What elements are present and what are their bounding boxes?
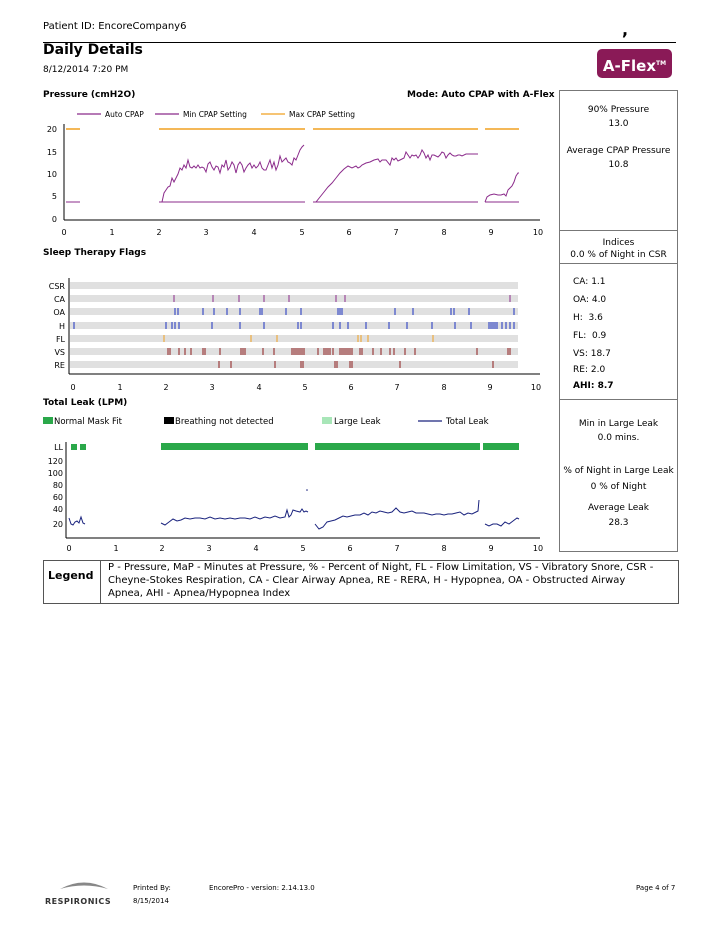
total-leak-segment xyxy=(69,517,85,525)
x-tick: 4 xyxy=(251,228,257,237)
y-tick: 0 xyxy=(51,215,57,224)
auto-cpap-segment xyxy=(485,173,519,202)
avg-leak-value: 28.3 xyxy=(608,518,629,528)
index-value: 1.1 xyxy=(591,277,606,287)
printed-date: 8/15/2014 xyxy=(133,897,169,905)
x-tick: 3 xyxy=(209,383,215,392)
min-large-leak-label: Min in Large Leak xyxy=(578,419,659,429)
total-leak-segment xyxy=(161,509,308,525)
x-tick: 4 xyxy=(256,383,262,392)
flags-chart-title: Sleep Therapy Flags xyxy=(43,248,147,258)
flag-row-bg-ca xyxy=(70,295,518,302)
total-leak-segment xyxy=(315,500,479,529)
flag-row-bg-fl xyxy=(70,335,518,342)
legend-breathing-not-detected: Breathing not detected xyxy=(175,417,274,427)
index-value: 3.6 xyxy=(588,313,603,323)
min-large-leak-value: 0.0 mins. xyxy=(597,433,640,443)
flag-label-vs: VS xyxy=(54,348,65,357)
mask-fit-bar xyxy=(315,443,480,450)
x-tick: 3 xyxy=(203,228,209,237)
legend-min-cpap: Min CPAP Setting xyxy=(183,110,247,119)
respironics-wordmark: RESPIRONICS xyxy=(45,897,112,906)
x-tick: 8 xyxy=(441,544,447,553)
x-tick: 0 xyxy=(70,383,76,392)
flag-row-bg-csr xyxy=(70,282,518,289)
x-tick: 0 xyxy=(61,228,67,237)
mask-fit-bar xyxy=(483,443,519,450)
avg-pressure-value: 10.8 xyxy=(608,160,629,170)
indices-label: Indices xyxy=(602,238,635,248)
pressure-chart-title: Pressure (cmH2O) xyxy=(43,90,136,100)
pressure-x-ticks xyxy=(61,228,543,237)
index-label: H: xyxy=(573,313,583,323)
x-tick: 4 xyxy=(253,544,259,553)
index-value: 0.9 xyxy=(591,331,607,341)
x-tick: 6 xyxy=(348,383,354,392)
x-tick: 0 xyxy=(66,544,72,553)
legend-total-leak: Total Leak xyxy=(446,417,489,427)
header-mark: , xyxy=(622,20,629,39)
flags-chart xyxy=(49,278,541,392)
report-datetime: 8/12/2014 7:20 PM xyxy=(43,65,129,75)
pct-large-leak-value: 0 % of Night xyxy=(590,482,647,492)
x-tick: 1 xyxy=(117,383,123,392)
avg-leak-label: Average Leak xyxy=(588,503,649,513)
x-tick: 6 xyxy=(347,544,353,553)
index-label: VS: xyxy=(573,349,588,359)
y-tick: 20 xyxy=(52,520,63,529)
legend-text: P - Pressure, MaP - Minutes at Pressure, % - Percent of Night, FL - Flow Limitation, VS - Vibratory Snore, CSR - Cheyne-Stokes Respiration, CA - Clear Airway Apnea, RE - RERA, H - Hypopnea, OA - Obstructed Airway Apnea, AHI - Apnea/Hypopnea Index xyxy=(108,562,654,599)
x-tick: 2 xyxy=(159,544,165,553)
respironics-swoosh-icon xyxy=(60,883,108,890)
y-tick: 20 xyxy=(46,125,57,134)
index-value: 18.7 xyxy=(590,349,611,359)
legend-swatch-normal-fit xyxy=(43,417,53,424)
flag-label-ca: CA xyxy=(53,295,65,304)
a-flex-logo-text: A-Flex xyxy=(602,57,656,75)
index-label: AHI: xyxy=(573,381,595,391)
printed-by-label: Printed By: xyxy=(133,884,171,892)
mask-fit-bar xyxy=(80,444,86,450)
normal-mask-fit-bars xyxy=(71,443,519,450)
x-tick: 5 xyxy=(299,228,305,237)
legend-max-cpap: Max CPAP Setting xyxy=(289,110,356,119)
mask-fit-bar xyxy=(161,443,308,450)
patient-id: Patient ID: EncoreCompany6 xyxy=(43,21,187,32)
index-value: 8.7 xyxy=(597,381,614,391)
leak-legend xyxy=(43,417,489,427)
flag-label-fl: FL xyxy=(55,335,65,344)
legend-normal-fit: Normal Mask Fit xyxy=(54,417,123,427)
legend-auto-cpap: Auto CPAP xyxy=(105,110,144,119)
y-tick: 5 xyxy=(51,192,57,201)
x-tick: 10 xyxy=(532,544,544,553)
avg-pressure-label: Average CPAP Pressure xyxy=(566,146,671,156)
p90-label: 90% Pressure xyxy=(587,105,650,115)
legend-large-leak: Large Leak xyxy=(334,417,381,427)
pressure-mode: Mode: Auto CPAP with A-Flex xyxy=(407,90,555,100)
legend-divider xyxy=(100,561,101,603)
legend-box xyxy=(43,560,679,604)
x-tick: 5 xyxy=(300,544,306,553)
y-tick: LL xyxy=(54,443,63,452)
csr-percent: 0.0 % of Night in CSR xyxy=(570,250,667,260)
x-tick: 1 xyxy=(109,228,115,237)
index-label: RE: xyxy=(573,365,588,375)
leak-chart-title: Total Leak (LPM) xyxy=(43,398,128,408)
index-label: FL: xyxy=(573,331,587,341)
flag-row-labels xyxy=(49,282,66,370)
y-tick: 100 xyxy=(47,469,63,478)
y-tick: 10 xyxy=(46,170,57,179)
total-leak-line xyxy=(69,500,519,529)
x-tick: 8 xyxy=(441,228,447,237)
flag-row-backgrounds xyxy=(70,282,518,368)
flag-label-h: H xyxy=(58,322,65,331)
x-tick: 10 xyxy=(532,228,544,237)
leak-x-ticks xyxy=(66,544,543,553)
respironics-logo xyxy=(45,883,111,907)
pressure-chart xyxy=(47,110,543,237)
x-tick: 5 xyxy=(302,383,308,392)
x-tick: 7 xyxy=(394,383,400,392)
flag-label-oa: OA xyxy=(53,308,65,317)
y-tick: 15 xyxy=(46,148,57,157)
auto-cpap-segment xyxy=(159,145,304,202)
x-tick: 10 xyxy=(530,383,542,392)
x-tick: 7 xyxy=(393,228,399,237)
auto-cpap-line xyxy=(159,145,519,202)
y-tick: 40 xyxy=(52,505,63,514)
page-title: Daily Details xyxy=(43,42,143,58)
x-tick: 9 xyxy=(488,544,494,553)
flag-row-bg-h xyxy=(70,322,518,329)
page-number: Page 4 of 7 xyxy=(636,884,676,892)
x-tick: 9 xyxy=(488,228,494,237)
software-version: EncorePro - version: 2.14.13.0 xyxy=(209,884,315,892)
x-tick: 9 xyxy=(487,383,493,392)
flags-x-ticks xyxy=(70,383,541,392)
leak-chart xyxy=(43,417,543,553)
y-tick: 60 xyxy=(52,493,63,502)
x-tick: 1 xyxy=(113,544,119,553)
leak-stray-point xyxy=(306,489,308,491)
x-tick: 7 xyxy=(394,544,400,553)
leak-y-ticks xyxy=(48,443,64,529)
flag-label-re: RE xyxy=(54,361,65,370)
index-label: OA: xyxy=(573,295,589,305)
y-tick: 80 xyxy=(52,481,63,490)
flag-row-bg-re xyxy=(70,361,518,368)
legend-swatch-large-leak xyxy=(322,417,332,424)
mask-fit-bar xyxy=(71,444,77,450)
x-tick: 8 xyxy=(441,383,447,392)
pressure-legend xyxy=(77,110,355,119)
x-tick: 2 xyxy=(156,228,162,237)
index-value: 4.0 xyxy=(591,295,607,305)
x-tick: 3 xyxy=(206,544,212,553)
index-label: CA: xyxy=(573,277,589,287)
x-tick: 6 xyxy=(346,228,352,237)
auto-cpap-segment xyxy=(313,150,478,202)
x-tick: 2 xyxy=(163,383,169,392)
index-value: 2.0 xyxy=(590,365,606,375)
total-leak-segment xyxy=(485,518,519,526)
pct-large-leak-label: % of Night in Large Leak xyxy=(563,466,674,476)
pressure-y-ticks xyxy=(47,125,57,224)
a-flex-logo-tm: TM xyxy=(656,60,667,67)
legend-swatch-breathing xyxy=(164,417,174,424)
p90-value: 13.0 xyxy=(608,119,629,129)
flag-label-csr: CSR xyxy=(48,282,65,291)
legend-label: Legend xyxy=(48,569,94,582)
y-tick: 120 xyxy=(47,457,63,466)
